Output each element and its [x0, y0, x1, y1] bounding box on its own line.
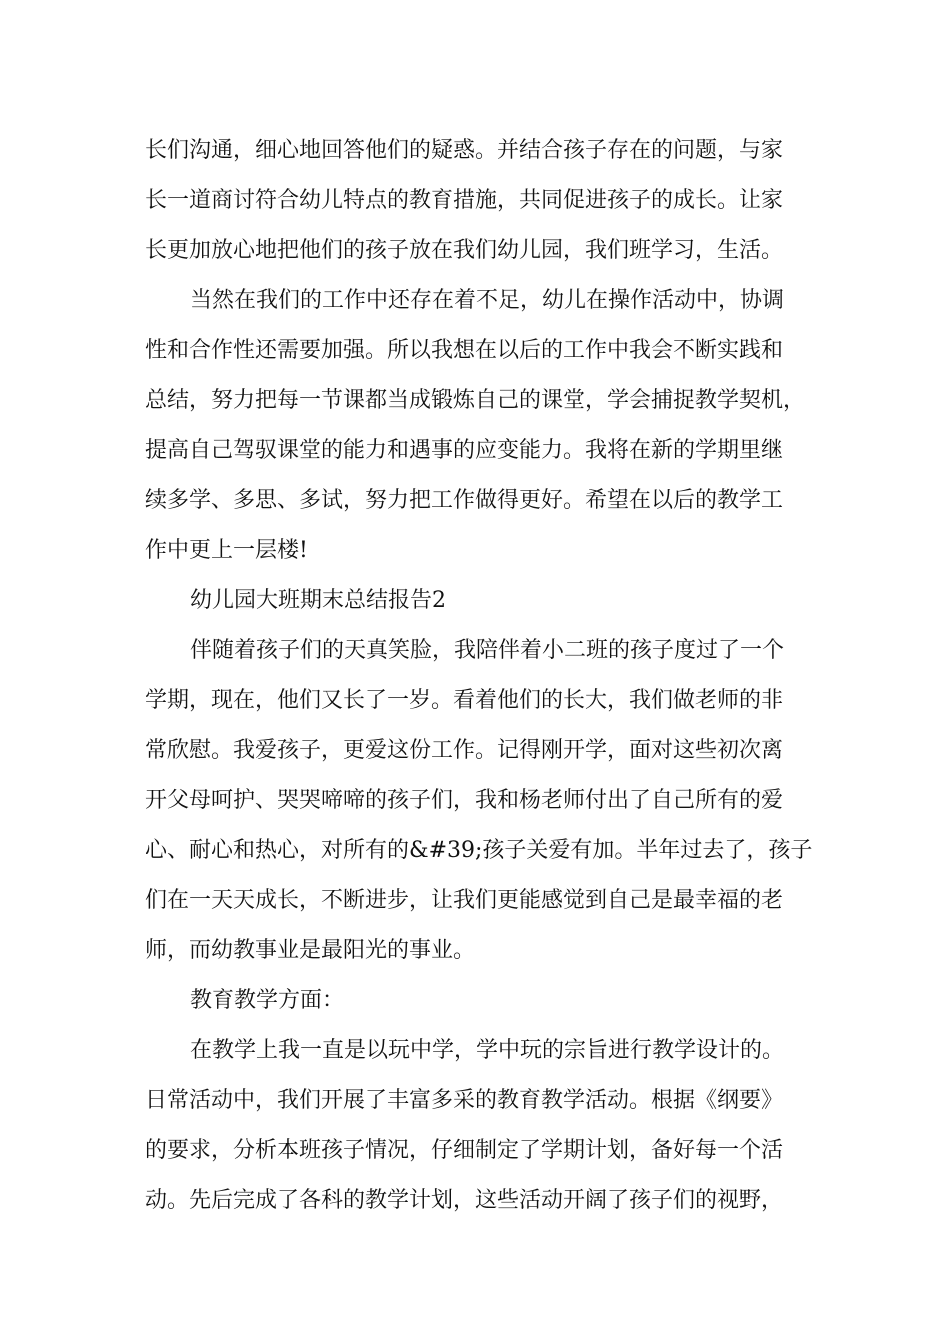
paragraph-first-line: 当然在我们的工作中还存在着不足，幼儿在操作活动中，协调: [190, 288, 785, 313]
subsection-heading: 教育教学方面：: [190, 988, 345, 1013]
text-line: 长更加放心地把他们的孩子放在我们幼儿园，我们班学习，生活。: [145, 238, 784, 263]
text-line: 动。先后完成了各科的教学计划，这些活动开阔了孩子们的视野，: [145, 1188, 784, 1213]
paragraph-first-line: 伴随着孩子们的天真笑脸，我陪伴着小二班的孩子度过了一个: [190, 638, 785, 663]
text-line: 的要求，分析本班孩子情况，仔细制定了学期计划，备好每一个活: [145, 1138, 784, 1163]
text-line: 常欣慰。我爱孩子，更爱这份工作。记得刚开学，面对这些初次离: [145, 738, 784, 763]
text-line: 学期，现在，他们又长了一岁。看着他们的长大，我们做老师的非: [145, 688, 784, 713]
text-line: 开父母呵护、哭哭啼啼的孩子们，我和杨老师付出了自己所有的爱: [145, 788, 784, 813]
text-line: 心、耐心和热心，对所有的&#39;孩子关爱有加。半年过去了，孩子: [145, 838, 813, 863]
paragraph-first-line: 在教学上我一直是以玩中学，学中玩的宗旨进行教学设计的。: [190, 1038, 785, 1063]
text-line: 总结，努力把每一节课都当成锻炼自己的课堂，学会捕捉教学契机，: [145, 388, 806, 413]
text-line: 师，而幼教事业是最阳光的事业。: [145, 938, 476, 963]
text-line: 性和合作性还需要加强。所以我想在以后的工作中我会不断实践和: [145, 338, 784, 363]
text-line: 日常活动中，我们开展了丰富多采的教育教学活动。根据《纲要》: [145, 1088, 784, 1113]
text-line: 长们沟通，细心地回答他们的疑惑。并结合孩子存在的问题，与家: [145, 138, 784, 163]
text-line: 长一道商讨符合幼儿特点的教育措施，共同促进孩子的成长。让家: [145, 188, 784, 213]
text-line: 作中更上一层楼!: [145, 538, 308, 563]
section-heading: 幼儿园大班期末总结报告2: [190, 588, 446, 613]
text-line: 提高自己驾驭课堂的能力和遇事的应变能力。我将在新的学期里继: [145, 438, 784, 463]
text-line: 们在一天天成长，不断进步，让我们更能感觉到自己是最幸福的老: [145, 888, 784, 913]
text-line: 续多学、多思、多试，努力把工作做得更好。希望在以后的教学工: [145, 488, 784, 513]
